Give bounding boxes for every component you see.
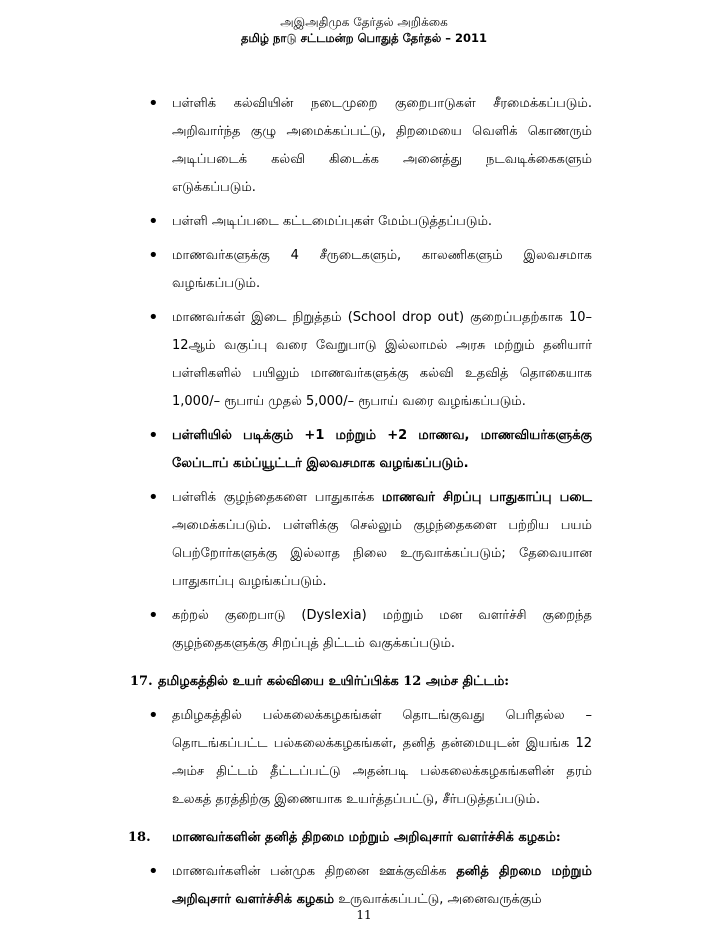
section-title: தமிழகத்தில் உயர் கல்வியை உயிர்ப்பிக்க 12 அம்ச திட்டம்: (158, 674, 510, 689)
text-run: அமைக்கப்படும். பள்ளிக்கு செல்லும் குழந்தைகளை பற்றிய பயம் பெற்றோர்களுக்கு இல்லாத நிலை உருவாக்கப்படும்; தேவையான பாதுகாப்பு வழங்கப்படும். (172, 518, 592, 589)
section-title: மாணவர்களின் தனித் திறமை மற்றும் அறிவுசார் வளர்ச்சிக் கழகம்: (172, 830, 561, 845)
text-run: கற்றல் குறைபாடு (Dyslexia) மற்றும் மன வளர்ச்சி குறைந்த குழந்தைகளுக்கு சிறப்புத் திட்டம் வகுக்கப்படும். (172, 608, 592, 651)
bullet-text (172, 242, 592, 298)
bullet-text (172, 858, 592, 914)
bullet-item (172, 702, 592, 814)
page-content (0, 90, 728, 914)
bullet-text (172, 602, 592, 658)
header-line-1: அஇஅதிமுக தேர்தல் அறிக்கை (280, 15, 448, 29)
bullet-text (172, 304, 592, 416)
bullet-list-section-17 (0, 702, 728, 814)
bullet-text (172, 90, 592, 202)
section-18-heading (130, 826, 600, 850)
bullet-item (172, 858, 592, 914)
page-number: 11 (356, 908, 372, 922)
bullet-item (172, 422, 592, 478)
section-number: 17. (130, 674, 153, 689)
bullet-text (172, 422, 592, 478)
bold-text: தனித் திறமை மற்றும் அறிவுசார் வளர்ச்சிக் கழகம் (172, 864, 592, 907)
section-17-heading (130, 670, 600, 694)
text-run: பள்ளிக் கல்வியின் நடைமுறை குறைபாடுகள் சீரமைக்கப்படும். அறிவார்ந்த குழு அமைக்கப்பட்டு, திறமையை வெளிக் கொணரும் அடிப்படைக் கல்வி கிடைக்க அனைத்து நடவடிக்கைகளும் எடுக்கப்படும். (172, 96, 592, 195)
text-run: மாணவர்கள் இடை நிறுத்தம் (School drop out) குறைப்பதற்காக 10–12ஆம் வகுப்பு வரை வேறுபாடு இல்லாமல் அரசு மற்றும் தனியார் பள்ளிகளில் பயிலும் மாணவர்களுக்கு கல்வி உதவித் தொகையாக 1,000/– ரூபாய் முதல் 5,000/– ரூபாய் வரை வழங்கப்படும். (172, 310, 592, 409)
text-run: உருவாக்கப்பட்டு, அனைவருக்கும் (334, 892, 542, 907)
bold-text: மாணவர் சிறப்பு பாதுகாப்பு படை (381, 490, 592, 505)
text-run: மாணவர்களுக்கு 4 சீருடைகளும், காலணிகளும் இலவசமாக வழங்கப்படும். (172, 248, 592, 291)
bullet-item (172, 304, 592, 416)
bullet-item (172, 484, 592, 596)
bullet-list-education (0, 90, 728, 658)
bullet-item (172, 602, 592, 658)
section-number: 18. (128, 830, 151, 845)
bullet-text (172, 484, 592, 596)
text-run: பள்ளி அடிப்படை கட்டமைப்புகள் மேம்படுத்தப்படும். (172, 214, 493, 229)
text-run: பள்ளிக் குழந்தைகளை பாதுகாக்க (172, 490, 382, 505)
page-header (0, 14, 728, 46)
bullet-text (172, 702, 592, 814)
text-run: மாணவர்களின் பன்முக திறனை ஊக்குவிக்க (172, 864, 457, 879)
text-run: தமிழகத்தில் பல்கலைக்கழகங்கள் தொடங்குவது பெரிதல்ல – தொடங்கப்பட்ட பல்கலைக்கழகங்கள், தனித் தன்மையுடன் இயங்க 12 அம்ச திட்டம் தீட்டப்பட்டு அதன்படி பல்கலைக்கழகங்களின் தரம் உலகத் தரத்திற்கு இணையாக உயர்த்தப்பட்டு, சீர்படுத்தப்படும். (172, 708, 592, 807)
bold-text: பள்ளியில் படிக்கும் +1 மற்றும் +2 மாணவ, மாணவியர்களுக்கு லேப்டாப் கம்ப்யூட்டர் இலவசமாக வழங்கப்படும். (172, 428, 592, 471)
header-line-2: தமிழ் நாடு சட்டமன்ற பொதுத் தேர்தல் – 2011 (240, 31, 488, 45)
bullet-text (172, 208, 592, 236)
bullet-item (172, 208, 592, 236)
bullet-item (172, 242, 592, 298)
bullet-item (172, 90, 592, 202)
bullet-list-section-18 (0, 858, 728, 914)
